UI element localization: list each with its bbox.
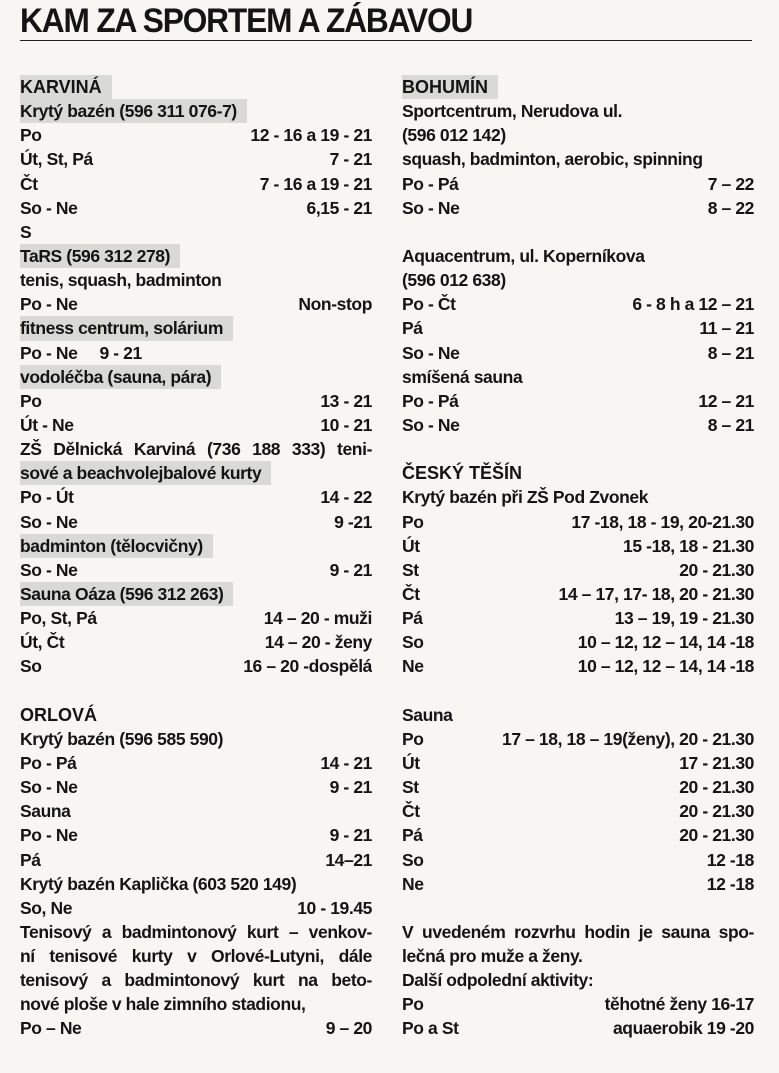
text-line — [20, 992, 372, 1016]
schedule-time: 10 – 12, 12 – 14, 14 -18 — [577, 632, 754, 653]
schedule-time: 9 – 20 — [325, 1018, 372, 1039]
text-line-content: Aquacentrum, ul. Koperníkova — [402, 245, 645, 266]
text-line — [20, 437, 372, 461]
schedule-time: 20 - 21.30 — [679, 825, 754, 846]
text-line-content: Sportcentrum, Nerudova ul. — [402, 101, 623, 122]
schedule-day: Čt — [402, 801, 420, 822]
text-line-content: vodoléčba (sauna, pára) — [20, 365, 221, 389]
text-line-content: Krytý bazén (596 585 590) — [20, 728, 224, 749]
text-line-content: Další odpolední aktivity: — [402, 970, 594, 991]
title-rule — [20, 40, 752, 41]
schedule-row — [20, 630, 372, 654]
schedule-time: 14 - 22 — [320, 487, 372, 508]
text-line — [402, 485, 754, 509]
text-line-content: Krytý bazén při ZŠ Pod Zvonek — [402, 487, 649, 508]
text-line — [20, 244, 372, 268]
schedule-time: 14 – 17, 17- 18, 20 - 21.30 — [558, 583, 754, 604]
schedule-time: 8 – 22 — [707, 197, 754, 218]
text-line — [402, 268, 754, 292]
text-line-content: ní tenisové kurty v Orlové-Lutyni, dále — [20, 946, 372, 967]
schedule-day: Po — [402, 994, 424, 1015]
schedule-time: 14 – 20 - ženy — [264, 632, 372, 653]
text-line — [402, 968, 754, 992]
schedule-day: Po – Ne — [20, 1018, 82, 1039]
schedule-row — [402, 751, 754, 775]
schedule-day: Út - Ne — [20, 414, 74, 435]
left-column — [20, 75, 372, 1041]
schedule-time: 14 – 20 - muži — [263, 608, 372, 629]
schedule-time: 13 - 21 — [320, 390, 372, 411]
schedule-row — [402, 196, 754, 220]
schedule-time: 9 - 21 — [329, 825, 372, 846]
section-spacer — [402, 220, 754, 244]
section-heading — [402, 75, 754, 99]
schedule-day: Po - Ne — [20, 825, 78, 846]
schedule-day: Pá — [402, 608, 423, 629]
schedule-row — [402, 823, 754, 847]
schedule-row — [402, 848, 754, 872]
schedule-time: 8 – 21 — [707, 342, 754, 363]
schedule-row — [20, 123, 372, 147]
schedule-row — [20, 606, 372, 630]
text-line-content: Krytý bazén (596 311 076-7) — [20, 99, 247, 123]
schedule-time: 17 – 18, 18 – 19(ženy), 20 - 21.30 — [502, 728, 754, 749]
schedule-day: Po — [20, 390, 42, 411]
schedule-day: Pá — [402, 318, 423, 339]
text-line — [20, 944, 372, 968]
text-line-content: Sauna — [402, 704, 453, 725]
text-line — [20, 268, 372, 292]
schedule-time: 11 – 21 — [699, 318, 754, 339]
schedule-day: So — [20, 656, 42, 677]
schedule-day: Po - Čt — [402, 294, 456, 315]
schedule-row — [20, 172, 372, 196]
schedule-time: 15 -18, 18 - 21.30 — [623, 535, 754, 556]
schedule-time: 9 - 21 — [329, 777, 372, 798]
text-line-content: Krytý bazén Kaplička (603 520 149) — [20, 873, 297, 894]
schedule-day: Po - Pá — [20, 752, 77, 773]
text-line — [402, 703, 754, 727]
text-line-content: smíšená sauna — [402, 366, 523, 387]
schedule-time: 14–21 — [325, 849, 372, 870]
schedule-day: Po - Ne — [20, 342, 78, 363]
schedule-day: Ne — [402, 873, 424, 894]
schedule-row — [20, 485, 372, 509]
text-line — [20, 220, 372, 244]
section-spacer — [20, 679, 372, 703]
schedule-time: 12 - 16 a 19 - 21 — [250, 125, 372, 146]
schedule-time: 14 - 21 — [320, 752, 372, 773]
schedule-row — [20, 751, 372, 775]
text-line-content: Tenisový a badmintonový kurt – venkov- — [20, 921, 372, 942]
text-line-content: badminton (tělocvičny) — [20, 534, 213, 558]
schedule-day: So — [402, 849, 424, 870]
text-line — [20, 727, 372, 751]
schedule-day: Út — [402, 535, 420, 556]
schedule-time: 13 – 19, 19 - 21.30 — [614, 608, 754, 629]
schedule-row — [20, 389, 372, 413]
text-line — [20, 461, 372, 485]
text-line-content: S — [20, 221, 32, 242]
schedule-row — [402, 316, 754, 340]
text-line-content: squash, badminton, aerobic, spinning — [402, 149, 703, 170]
schedule-time: 12 -18 — [706, 849, 754, 870]
schedule-time: 8 – 21 — [707, 414, 754, 435]
text-line — [20, 365, 372, 389]
schedule-day: So - Ne — [20, 559, 78, 580]
section-heading — [402, 461, 754, 485]
schedule-time: Non-stop — [298, 294, 372, 315]
text-line — [20, 799, 372, 823]
text-line — [20, 872, 372, 896]
schedule-day: Ne — [402, 656, 424, 677]
text-line-content: Sauna — [20, 801, 71, 822]
section-heading-text: ČESKÝ TĚŠÍN — [402, 463, 523, 484]
schedule-day: Út, Čt — [20, 632, 65, 653]
schedule-row — [402, 558, 754, 582]
schedule-time: 9 -21 — [334, 511, 372, 532]
text-line-content: tenisový a badmintonový kurt na beto- — [20, 970, 372, 991]
schedule-time: 16 – 20 -dospělá — [243, 656, 372, 677]
schedule-row — [402, 413, 754, 437]
text-line — [402, 944, 754, 968]
text-line — [20, 316, 372, 340]
section-spacer — [402, 437, 754, 461]
schedule-row — [402, 630, 754, 654]
schedule-row — [402, 341, 754, 365]
schedule-day: So - Ne — [402, 197, 460, 218]
schedule-row — [20, 341, 372, 365]
text-line-content: nové ploše v hale zimního stadionu, — [20, 994, 306, 1015]
schedule-day: Út — [402, 752, 420, 773]
schedule-time: 6 - 8 h a 12 – 21 — [632, 294, 754, 315]
schedule-row — [402, 172, 754, 196]
schedule-time: 7 – 22 — [707, 173, 754, 194]
schedule-row — [20, 654, 372, 678]
text-line — [402, 99, 754, 123]
schedule-time: aquaerobik 19 -20 — [612, 1018, 754, 1039]
schedule-time: 20 - 21.30 — [679, 559, 754, 580]
schedule-time: těhotné ženy 16-17 — [604, 994, 754, 1015]
text-line — [402, 123, 754, 147]
text-line-content: lečná pro muže a ženy. — [402, 946, 583, 967]
schedule-row — [20, 775, 372, 799]
text-line-content: fitness centrum, solárium — [20, 316, 233, 340]
section-spacer — [402, 896, 754, 920]
schedule-day: So - Ne — [20, 511, 78, 532]
schedule-row — [20, 292, 372, 316]
schedule-day: So - Ne — [20, 197, 78, 218]
schedule-row — [20, 196, 372, 220]
schedule-day: St — [402, 559, 419, 580]
text-line — [402, 147, 754, 171]
schedule-row — [402, 992, 754, 1016]
schedule-time: 12 – 21 — [698, 390, 754, 411]
text-line-content: (596 012 638) — [402, 270, 506, 291]
page-title: KAM ZA SPORTEM A ZÁBAVOU — [20, 2, 473, 40]
schedule-day: Pá — [20, 849, 41, 870]
schedule-time: 17 -18, 18 - 19, 20-21.30 — [571, 511, 754, 532]
text-line — [402, 920, 754, 944]
schedule-row — [402, 872, 754, 896]
schedule-day: Po - Pá — [402, 173, 459, 194]
schedule-row — [402, 582, 754, 606]
schedule-day: Po a St — [402, 1018, 459, 1039]
schedule-row — [402, 775, 754, 799]
schedule-row — [20, 896, 372, 920]
text-line-content: sové a beachvolejbalové kurty — [20, 461, 271, 485]
schedule-day: Po — [402, 728, 424, 749]
schedule-row — [402, 534, 754, 558]
schedule-row — [402, 389, 754, 413]
schedule-time: 9 - 21 — [329, 559, 372, 580]
text-line — [402, 365, 754, 389]
schedule-row — [402, 1016, 754, 1040]
schedule-day: Po — [20, 125, 42, 146]
schedule-time: 7 - 21 — [329, 149, 372, 170]
section-heading-text: KARVINÁ — [20, 75, 112, 99]
section-spacer — [402, 679, 754, 703]
section-heading-text: ORLOVÁ — [20, 704, 98, 725]
schedule-time: 7 - 16 a 19 - 21 — [259, 173, 372, 194]
schedule-time: 6,15 - 21 — [306, 197, 372, 218]
text-line-content: Sauna Oáza (596 312 263) — [20, 582, 233, 606]
schedule-day: Po - Ne — [20, 294, 78, 315]
text-line-content: V uvedeném rozvrhu hodin je sauna spo- — [402, 921, 754, 942]
schedule-row — [402, 727, 754, 751]
schedule-day: Čt — [20, 173, 38, 194]
section-heading-text: BOHUMÍN — [402, 75, 498, 99]
schedule-day: Čt — [402, 583, 420, 604]
schedule-row — [402, 654, 754, 678]
text-line-content: tenis, squash, badminton — [20, 270, 222, 291]
schedule-row — [20, 558, 372, 582]
schedule-day: Pá — [402, 825, 423, 846]
text-line-content: ZŠ Dělnická Karviná (736 188 333) teni- — [20, 439, 372, 460]
text-line — [20, 99, 372, 123]
schedule-time: 12 -18 — [706, 873, 754, 894]
right-column — [402, 75, 754, 1041]
schedule-day: Po — [402, 511, 424, 532]
schedule-row — [20, 510, 372, 534]
text-line — [20, 582, 372, 606]
text-line — [20, 534, 372, 558]
schedule-time: 10 - 19.45 — [297, 897, 372, 918]
schedule-row — [20, 1016, 372, 1040]
schedule-row — [402, 606, 754, 630]
text-line-content: (596 012 142) — [402, 125, 506, 146]
schedule-time: 9 - 21 — [99, 342, 142, 363]
schedule-day: Po - Pá — [402, 390, 459, 411]
section-heading — [20, 703, 372, 727]
schedule-day: Po, St, Pá — [20, 608, 97, 629]
text-line — [20, 968, 372, 992]
schedule-row — [20, 823, 372, 847]
schedule-row — [20, 848, 372, 872]
schedule-day: St — [402, 777, 419, 798]
schedule-day: Po - Út — [20, 487, 74, 508]
schedule-row — [402, 799, 754, 823]
schedule-day: So — [402, 632, 424, 653]
schedule-row — [20, 147, 372, 171]
schedule-day: So, Ne — [20, 897, 73, 918]
section-heading — [20, 75, 372, 99]
schedule-day: So - Ne — [402, 342, 460, 363]
text-line — [20, 920, 372, 944]
schedule-time: 10 - 21 — [320, 414, 372, 435]
schedule-day: So - Ne — [402, 414, 460, 435]
schedule-time: 10 – 12, 12 – 14, 14 -18 — [577, 656, 754, 677]
schedule-day: So - Ne — [20, 777, 78, 798]
schedule-row — [402, 510, 754, 534]
schedule-row — [402, 292, 754, 316]
text-line — [402, 244, 754, 268]
text-line-content: TaRS (596 312 278) — [20, 244, 180, 268]
schedule-time: 20 - 21.30 — [679, 801, 754, 822]
schedule-time: 17 - 21.30 — [679, 752, 754, 773]
schedule-day: Út, St, Pá — [20, 149, 93, 170]
schedule-row — [20, 413, 372, 437]
schedule-time: 20 - 21.30 — [679, 777, 754, 798]
